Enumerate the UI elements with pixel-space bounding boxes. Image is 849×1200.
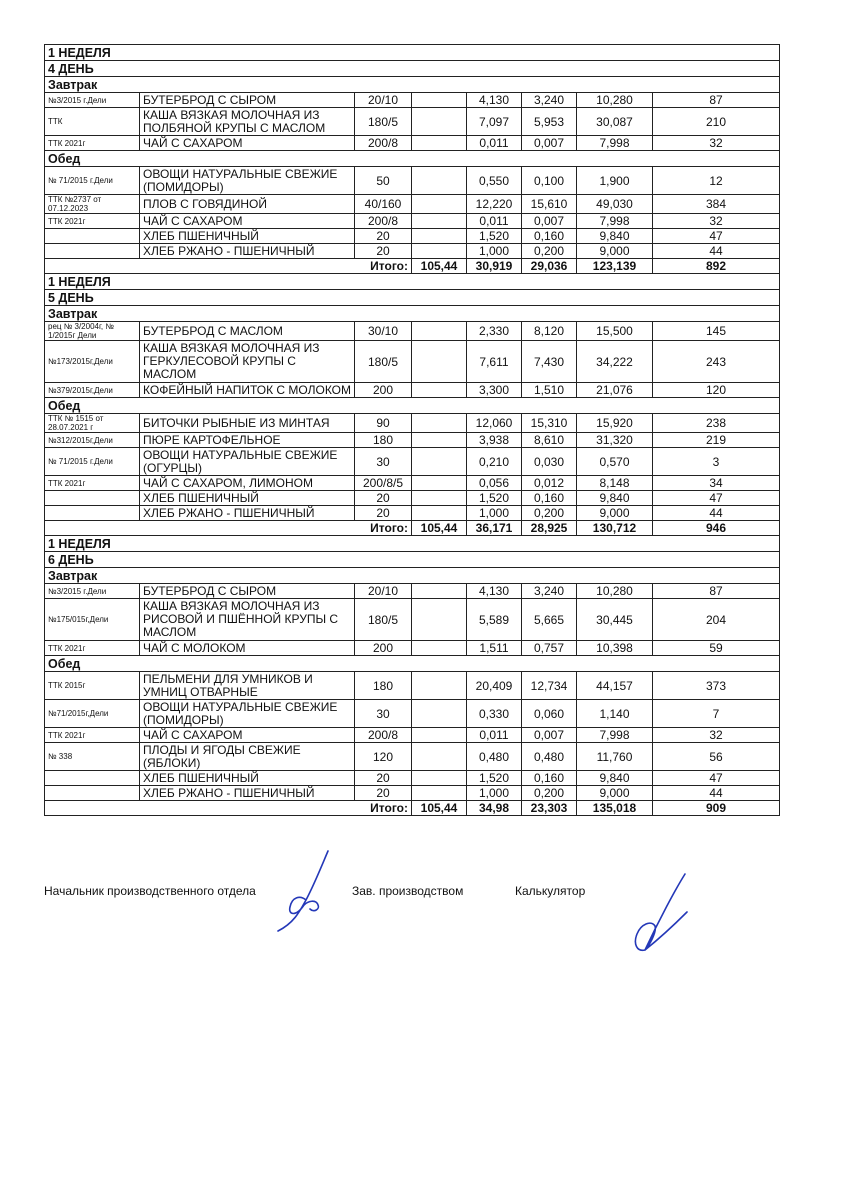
- table-row: [45, 108, 780, 136]
- table-row: [45, 743, 780, 771]
- price-cell: [412, 584, 467, 599]
- carbs: 49,030: [577, 195, 653, 214]
- portion: 90: [355, 414, 412, 433]
- portion: 20: [355, 786, 412, 801]
- calories: 32: [653, 136, 780, 151]
- portion: 120: [355, 743, 412, 771]
- fats: 0,200: [522, 244, 577, 259]
- recipe-code: ТТК 2021г: [45, 641, 140, 656]
- price-cell: [412, 786, 467, 801]
- dish-name: ЧАЙ С САХАРОМ, ЛИМОНОМ: [140, 476, 355, 491]
- carbs: 7,998: [577, 136, 653, 151]
- recipe-code: № 338: [45, 743, 140, 771]
- day-header-label: 6 ДЕНЬ: [45, 552, 780, 568]
- portion: 180: [355, 433, 412, 448]
- dish-name: ХЛЕБ РЖАНО - ПШЕНИЧНЫЙ: [140, 244, 355, 259]
- carbs: 9,000: [577, 506, 653, 521]
- portion: 20: [355, 506, 412, 521]
- proteins: 4,130: [467, 584, 522, 599]
- table-row: [45, 341, 780, 383]
- calories: 44: [653, 786, 780, 801]
- calories: 7: [653, 700, 780, 728]
- calories: 219: [653, 433, 780, 448]
- table-row: [45, 322, 780, 341]
- calories: 44: [653, 506, 780, 521]
- proteins: 1,520: [467, 229, 522, 244]
- table-row: [45, 195, 780, 214]
- fats: 0,160: [522, 491, 577, 506]
- calories: 210: [653, 108, 780, 136]
- total-calories: 892: [653, 259, 780, 274]
- dish-name: ОВОЩИ НАТУРАЛЬНЫЕ СВЕЖИЕ (ПОМИДОРЫ): [140, 167, 355, 195]
- fats: 0,100: [522, 167, 577, 195]
- portion: 20: [355, 771, 412, 786]
- table-row: [45, 491, 780, 506]
- proteins: 1,520: [467, 491, 522, 506]
- carbs: 10,280: [577, 93, 653, 108]
- carbs: 15,920: [577, 414, 653, 433]
- calories: 238: [653, 414, 780, 433]
- price-cell: [412, 136, 467, 151]
- carbs: 0,570: [577, 448, 653, 476]
- carbs: 9,840: [577, 491, 653, 506]
- signature-1: [270, 845, 340, 935]
- table-row: [45, 93, 780, 108]
- proteins: 0,330: [467, 700, 522, 728]
- portion: 180/5: [355, 341, 412, 383]
- recipe-code: ТТК 2021г: [45, 214, 140, 229]
- total-row: [45, 521, 780, 536]
- fats: 0,012: [522, 476, 577, 491]
- meal-header-label: Обед: [45, 398, 780, 414]
- calories: 87: [653, 584, 780, 599]
- proteins: 4,130: [467, 93, 522, 108]
- price-cell: [412, 93, 467, 108]
- proteins: 0,550: [467, 167, 522, 195]
- total-row: [45, 801, 780, 816]
- price-cell: [412, 195, 467, 214]
- week-header: [45, 274, 780, 290]
- signature-label-calculator: Калькулятор: [515, 884, 586, 898]
- recipe-code: ТТК 2021г: [45, 136, 140, 151]
- portion: 180: [355, 672, 412, 700]
- proteins: 0,210: [467, 448, 522, 476]
- total-fats: 23,303: [522, 801, 577, 816]
- fats: 15,610: [522, 195, 577, 214]
- carbs: 10,280: [577, 584, 653, 599]
- proteins: 12,220: [467, 195, 522, 214]
- calories: 44: [653, 244, 780, 259]
- recipe-code: ТТК №2737 от 07.12.2023: [45, 195, 140, 214]
- week-header-label: 1 НЕДЕЛЯ: [45, 274, 780, 290]
- menu-table: [44, 44, 780, 816]
- calories: 32: [653, 728, 780, 743]
- proteins: 1,000: [467, 786, 522, 801]
- fats: 0,160: [522, 229, 577, 244]
- total-fats: 29,036: [522, 259, 577, 274]
- carbs: 9,000: [577, 786, 653, 801]
- fats: 12,734: [522, 672, 577, 700]
- proteins: 0,011: [467, 728, 522, 743]
- dish-name: ЧАЙ С МОЛОКОМ: [140, 641, 355, 656]
- dish-name: КАША ВЯЗКАЯ МОЛОЧНАЯ ИЗ ПОЛБЯНОЙ КРУПЫ С МАСЛОМ: [140, 108, 355, 136]
- fats: 3,240: [522, 584, 577, 599]
- calories: 56: [653, 743, 780, 771]
- recipe-code: ТТК 2015г: [45, 672, 140, 700]
- fats: 3,240: [522, 93, 577, 108]
- price-cell: [412, 506, 467, 521]
- recipe-code: [45, 229, 140, 244]
- portion: 180/5: [355, 108, 412, 136]
- total-calories: 909: [653, 801, 780, 816]
- calories: 384: [653, 195, 780, 214]
- table-row: [45, 728, 780, 743]
- carbs: 31,320: [577, 433, 653, 448]
- fats: 0,757: [522, 641, 577, 656]
- dish-name: ХЛЕБ РЖАНО - ПШЕНИЧНЫЙ: [140, 786, 355, 801]
- portion: 200/8: [355, 728, 412, 743]
- dish-name: БИТОЧКИ РЫБНЫЕ ИЗ МИНТАЯ: [140, 414, 355, 433]
- table-row: [45, 414, 780, 433]
- carbs: 30,445: [577, 599, 653, 641]
- table-row: [45, 476, 780, 491]
- proteins: 1,000: [467, 506, 522, 521]
- recipe-code: №71/2015г,Дели: [45, 700, 140, 728]
- fats: 0,007: [522, 214, 577, 229]
- carbs: 9,840: [577, 771, 653, 786]
- total-price: 105,44: [412, 521, 467, 536]
- table-row: [45, 700, 780, 728]
- portion: 50: [355, 167, 412, 195]
- calories: 12: [653, 167, 780, 195]
- carbs: 1,140: [577, 700, 653, 728]
- meal-header: [45, 656, 780, 672]
- dish-name: ХЛЕБ РЖАНО - ПШЕНИЧНЫЙ: [140, 506, 355, 521]
- recipe-code: [45, 244, 140, 259]
- calories: 3: [653, 448, 780, 476]
- fats: 0,007: [522, 136, 577, 151]
- portion: 20/10: [355, 93, 412, 108]
- portion: 20: [355, 244, 412, 259]
- meal-header-label: Завтрак: [45, 306, 780, 322]
- total-label: Итого:: [45, 521, 412, 536]
- meal-header: [45, 77, 780, 93]
- calories: 47: [653, 771, 780, 786]
- proteins: 2,330: [467, 322, 522, 341]
- price-cell: [412, 167, 467, 195]
- portion: 20: [355, 491, 412, 506]
- dish-name: ОВОЩИ НАТУРАЛЬНЫЕ СВЕЖИЕ (ОГУРЦЫ): [140, 448, 355, 476]
- day-header: [45, 290, 780, 306]
- price-cell: [412, 476, 467, 491]
- price-cell: [412, 108, 467, 136]
- dish-name: ХЛЕБ ПШЕНИЧНЫЙ: [140, 491, 355, 506]
- proteins: 1,511: [467, 641, 522, 656]
- total-proteins: 34,98: [467, 801, 522, 816]
- recipe-code: [45, 771, 140, 786]
- signature-label-production-manager: Зав. производством: [352, 884, 464, 898]
- table-row: [45, 433, 780, 448]
- meal-header: [45, 151, 780, 167]
- dish-name: БУТЕРБРОД С СЫРОМ: [140, 93, 355, 108]
- calories: 32: [653, 214, 780, 229]
- carbs: 9,000: [577, 244, 653, 259]
- portion: 40/160: [355, 195, 412, 214]
- table-row: [45, 771, 780, 786]
- fats: 15,310: [522, 414, 577, 433]
- fats: 0,160: [522, 771, 577, 786]
- carbs: 7,998: [577, 214, 653, 229]
- price-cell: [412, 728, 467, 743]
- calories: 243: [653, 341, 780, 383]
- recipe-code: ТТК 2021г: [45, 728, 140, 743]
- dish-name: БУТЕРБРОД С СЫРОМ: [140, 584, 355, 599]
- table-row: [45, 599, 780, 641]
- calories: 47: [653, 229, 780, 244]
- proteins: 12,060: [467, 414, 522, 433]
- proteins: 3,938: [467, 433, 522, 448]
- total-calories: 946: [653, 521, 780, 536]
- calories: 120: [653, 383, 780, 398]
- table-row: [45, 786, 780, 801]
- recipe-code: №175/015г,Дели: [45, 599, 140, 641]
- proteins: 0,480: [467, 743, 522, 771]
- total-proteins: 30,919: [467, 259, 522, 274]
- dish-name: БУТЕРБРОД С МАСЛОМ: [140, 322, 355, 341]
- total-label: Итого:: [45, 259, 412, 274]
- table-row: [45, 506, 780, 521]
- proteins: 0,011: [467, 136, 522, 151]
- portion: 20: [355, 229, 412, 244]
- portion: 180/5: [355, 599, 412, 641]
- price-cell: [412, 743, 467, 771]
- price-cell: [412, 414, 467, 433]
- fats: 0,007: [522, 728, 577, 743]
- price-cell: [412, 433, 467, 448]
- recipe-code: ТТК: [45, 108, 140, 136]
- price-cell: [412, 599, 467, 641]
- proteins: 7,097: [467, 108, 522, 136]
- recipe-code: [45, 786, 140, 801]
- portion: 30: [355, 700, 412, 728]
- total-label: Итого:: [45, 801, 412, 816]
- carbs: 11,760: [577, 743, 653, 771]
- calories: 373: [653, 672, 780, 700]
- carbs: 34,222: [577, 341, 653, 383]
- fats: 7,430: [522, 341, 577, 383]
- fats: 0,200: [522, 506, 577, 521]
- table-row: [45, 136, 780, 151]
- day-header: [45, 61, 780, 77]
- meal-header: [45, 398, 780, 414]
- recipe-code: №3/2015 г.Дели: [45, 584, 140, 599]
- total-row: [45, 259, 780, 274]
- dish-name: КАША ВЯЗКАЯ МОЛОЧНАЯ ИЗ РИСОВОЙ И ПШЁННОЙ КРУПЫ С МАСЛОМ: [140, 599, 355, 641]
- recipe-code: ТТК № 1515 от 28.07.2021 г: [45, 414, 140, 433]
- price-cell: [412, 244, 467, 259]
- price-cell: [412, 448, 467, 476]
- carbs: 7,998: [577, 728, 653, 743]
- day-header-label: 5 ДЕНЬ: [45, 290, 780, 306]
- signature-2: [625, 870, 695, 960]
- dish-name: КАША ВЯЗКАЯ МОЛОЧНАЯ ИЗ ГЕРКУЛЕСОВОЙ КРУПЫ С МАСЛОМ: [140, 341, 355, 383]
- proteins: 5,589: [467, 599, 522, 641]
- carbs: 10,398: [577, 641, 653, 656]
- price-cell: [412, 341, 467, 383]
- proteins: 1,520: [467, 771, 522, 786]
- total-fats: 28,925: [522, 521, 577, 536]
- dish-name: ЧАЙ С САХАРОМ: [140, 136, 355, 151]
- fats: 0,060: [522, 700, 577, 728]
- recipe-code: № 71/2015 г.Дели: [45, 448, 140, 476]
- carbs: 8,148: [577, 476, 653, 491]
- table-row: [45, 214, 780, 229]
- carbs: 1,900: [577, 167, 653, 195]
- signature-label-head: Начальник производственного отдела: [44, 884, 256, 898]
- portion: 30: [355, 448, 412, 476]
- recipe-code: №379/2015г,Дели: [45, 383, 140, 398]
- price-cell: [412, 322, 467, 341]
- proteins: 0,011: [467, 214, 522, 229]
- week-header-label: 1 НЕДЕЛЯ: [45, 536, 780, 552]
- dish-name: ПЕЛЬМЕНИ ДЛЯ УМНИКОВ И УМНИЦ ОТВАРНЫЕ: [140, 672, 355, 700]
- total-carbs: 130,712: [577, 521, 653, 536]
- price-cell: [412, 491, 467, 506]
- dish-name: ПЮРЕ КАРТОФЕЛЬНОЕ: [140, 433, 355, 448]
- carbs: 44,157: [577, 672, 653, 700]
- table-row: [45, 383, 780, 398]
- portion: 20/10: [355, 584, 412, 599]
- fats: 0,200: [522, 786, 577, 801]
- total-carbs: 135,018: [577, 801, 653, 816]
- portion: 200/8/5: [355, 476, 412, 491]
- portion: 30/10: [355, 322, 412, 341]
- portion: 200/8: [355, 136, 412, 151]
- meal-header-label: Завтрак: [45, 77, 780, 93]
- total-price: 105,44: [412, 259, 467, 274]
- fats: 8,610: [522, 433, 577, 448]
- day-header: [45, 552, 780, 568]
- fats: 1,510: [522, 383, 577, 398]
- meal-header: [45, 306, 780, 322]
- total-proteins: 36,171: [467, 521, 522, 536]
- recipe-code: №3/2015 г.Дели: [45, 93, 140, 108]
- dish-name: ЧАЙ С САХАРОМ: [140, 728, 355, 743]
- recipe-code: [45, 506, 140, 521]
- dish-name: ОВОЩИ НАТУРАЛЬНЫЕ СВЕЖИЕ (ПОМИДОРЫ): [140, 700, 355, 728]
- proteins: 0,056: [467, 476, 522, 491]
- proteins: 7,611: [467, 341, 522, 383]
- dish-name: КОФЕЙНЫЙ НАПИТОК С МОЛОКОМ: [140, 383, 355, 398]
- recipe-code: №173/2015г,Дели: [45, 341, 140, 383]
- table-row: [45, 167, 780, 195]
- carbs: 15,500: [577, 322, 653, 341]
- fats: 8,120: [522, 322, 577, 341]
- week-header: [45, 45, 780, 61]
- total-price: 105,44: [412, 801, 467, 816]
- portion: 200: [355, 383, 412, 398]
- price-cell: [412, 214, 467, 229]
- proteins: 20,409: [467, 672, 522, 700]
- dish-name: ПЛОВ С ГОВЯДИНОЙ: [140, 195, 355, 214]
- portion: 200: [355, 641, 412, 656]
- price-cell: [412, 672, 467, 700]
- proteins: 3,300: [467, 383, 522, 398]
- dish-name: ЧАЙ С САХАРОМ: [140, 214, 355, 229]
- table-row: [45, 672, 780, 700]
- price-cell: [412, 383, 467, 398]
- price-cell: [412, 771, 467, 786]
- price-cell: [412, 700, 467, 728]
- recipe-code: № 71/2015 г.Дели: [45, 167, 140, 195]
- calories: 87: [653, 93, 780, 108]
- portion: 200/8: [355, 214, 412, 229]
- fats: 0,030: [522, 448, 577, 476]
- recipe-code: №312/2015г,Дели: [45, 433, 140, 448]
- table-row: [45, 229, 780, 244]
- calories: 59: [653, 641, 780, 656]
- recipe-code: [45, 491, 140, 506]
- dish-name: ХЛЕБ ПШЕНИЧНЫЙ: [140, 229, 355, 244]
- week-header-label: 1 НЕДЕЛЯ: [45, 45, 780, 61]
- week-header: [45, 536, 780, 552]
- fats: 5,665: [522, 599, 577, 641]
- proteins: 1,000: [467, 244, 522, 259]
- price-cell: [412, 229, 467, 244]
- meal-header-label: Завтрак: [45, 568, 780, 584]
- fats: 0,480: [522, 743, 577, 771]
- table-row: [45, 448, 780, 476]
- meal-header: [45, 568, 780, 584]
- day-header-label: 4 ДЕНЬ: [45, 61, 780, 77]
- dish-name: ХЛЕБ ПШЕНИЧНЫЙ: [140, 771, 355, 786]
- meal-header-label: Обед: [45, 151, 780, 167]
- carbs: 30,087: [577, 108, 653, 136]
- calories: 34: [653, 476, 780, 491]
- calories: 204: [653, 599, 780, 641]
- recipe-code: рец № 3/2004г, № 1/2015г Дели: [45, 322, 140, 341]
- carbs: 21,076: [577, 383, 653, 398]
- price-cell: [412, 641, 467, 656]
- table-row: [45, 641, 780, 656]
- calories: 47: [653, 491, 780, 506]
- dish-name: ПЛОДЫ И ЯГОДЫ СВЕЖИЕ (ЯБЛОКИ): [140, 743, 355, 771]
- calories: 145: [653, 322, 780, 341]
- recipe-code: ТТК 2021г: [45, 476, 140, 491]
- meal-header-label: Обед: [45, 656, 780, 672]
- table-row: [45, 244, 780, 259]
- table-row: [45, 584, 780, 599]
- total-carbs: 123,139: [577, 259, 653, 274]
- fats: 5,953: [522, 108, 577, 136]
- carbs: 9,840: [577, 229, 653, 244]
